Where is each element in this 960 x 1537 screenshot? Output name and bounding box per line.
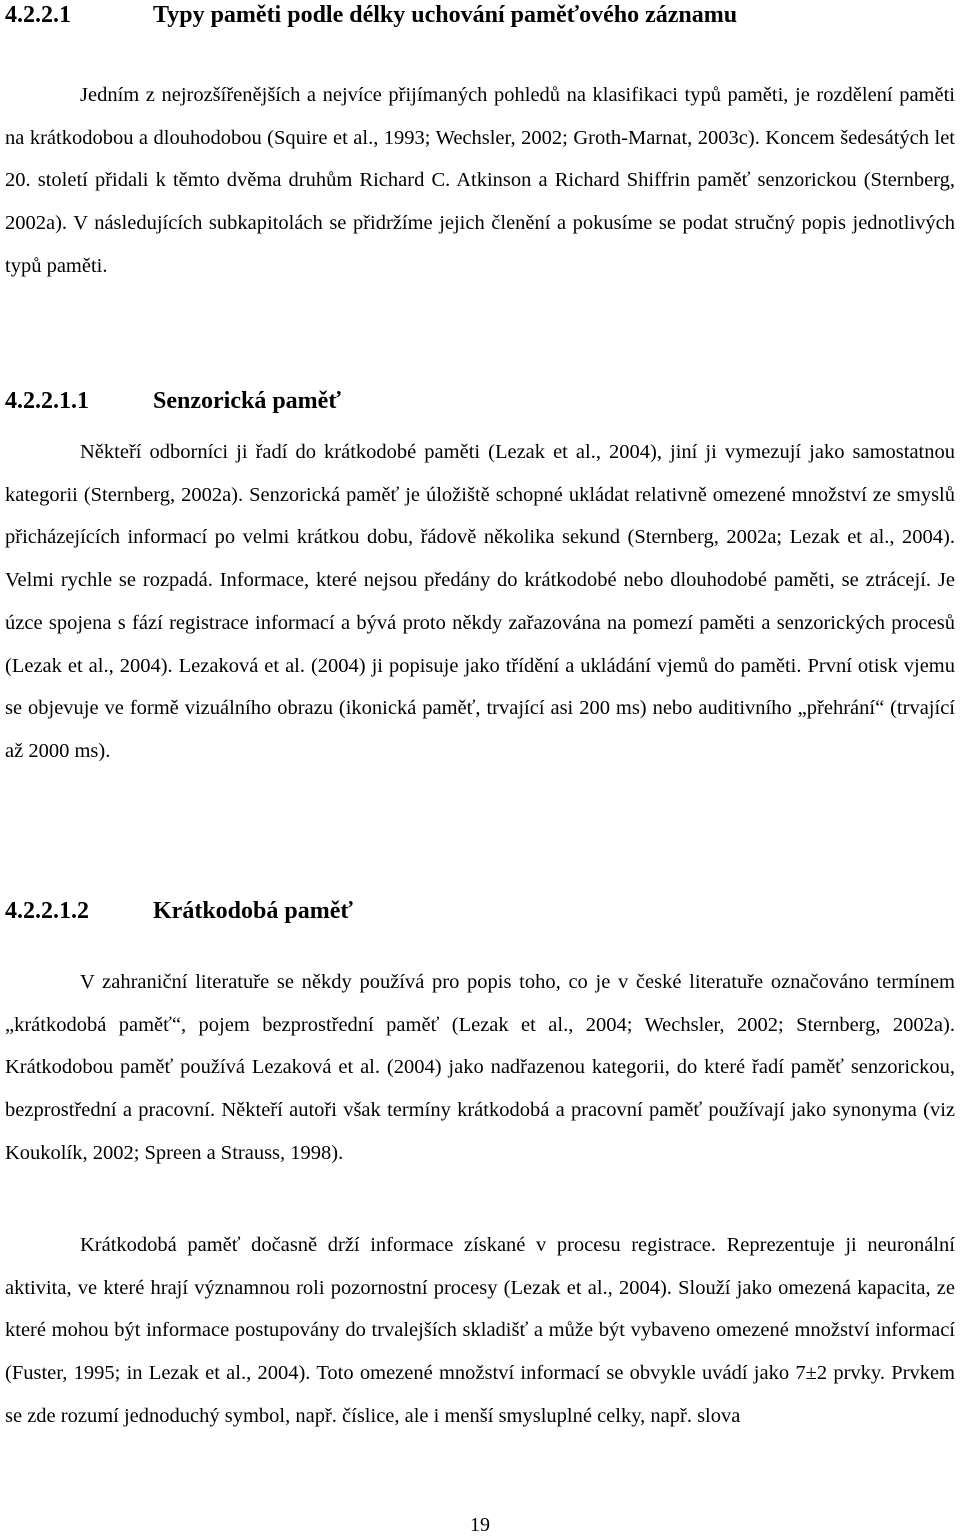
section-number: 4.2.2.1 (5, 2, 71, 28)
paragraph-short-term-2: Krátkodobá paměť dočasně drží informace získané v procesu registrace. Reprezentuje ji neuronální aktivita, ve které hrají významnou roli pozornostní procesy (Lezak et al., 2004). Slouží jako omezená kapacita, ze které mohou být informace postupovány do trvalejších skladišť a může být vybaveno omezené množství informací (Fuster, 1995; in Lezak et al., 2004). Toto omezené množství informací se obvykle uvádí jako 7±2 prvky. Prvkem se zde rozumí jednoduchý symbol, např. číslice, ale i menší smysluplné celky, např. slova (5, 1234, 955, 1427)
page-number: 19 (470, 1514, 490, 1536)
section-title: Typy paměti podle délky uchování paměťového záznamu (153, 2, 738, 28)
section-heading-sensory-memory (5, 386, 341, 416)
paragraph-short-term-1: V zahraniční literatuře se někdy používá pro popis toho, co je v české literatuře označováno termínem „krátkodobá paměť“, pojem bezprostřední paměť (Lezak et al., 2004; Wechsler, 2002; Sternberg, 2002a). Krátkodobou paměť používá Lezaková et al. (2004) jako nadřazenou kategorii, do které řadí paměť senzorickou, bezprostřední a pracovní. Někteří autoři však termíny krátkodobá a pracovní paměť používají jako synonyma (viz Koukolík, 2002; Spreen a Strauss, 1998). (5, 971, 955, 1164)
section-number: 4.2.2.1.1 (5, 388, 89, 414)
paragraph-sensory-memory: Někteří odborníci ji řadí do krátkodobé paměti (Lezak et al., 2004), jiní ji vymezují jako samostatnou kategorii (Sternberg, 2002a). Senzorická paměť je úložiště schopné ukládat relativně omezené množství ze smyslů přicházejících informací po velmi krátkou dobu, řádově několika sekund (Sternberg, 2002a; Lezak et al., 2004). Velmi rychle se rozpadá. Informace, které nejsou předány do krátkodobé nebo dlouhodobé paměti, se ztrácejí. Je úzce spojena s fází registrace informací a bývá proto někdy zařazována na pomezí paměti a senzorických procesů (Lezak et al., 2004). Lezaková et al. (2004) ji popisuje jako třídění a ukládání vjemů do paměti. První otisk vjemu se objevuje ve formě vizuálního obrazu (ikonická paměť, trvající asi 200 ms) nebo auditivního „přehrání“ (trvající až 2000 ms). (5, 441, 955, 762)
section-title: Senzorická paměť (153, 388, 341, 414)
section-title: Krátkodobá paměť (153, 898, 353, 924)
section-heading-memory-types (5, 0, 737, 30)
section-heading-short-term-memory (5, 896, 353, 926)
paragraph-intro: Jedním z nejrozšířenějších a nejvíce přijímaných pohledů na klasifikaci typů paměti, je rozdělení paměti na krátkodobou a dlouhodobou (Squire et al., 1993; Wechsler, 2002; Groth-Marnat, 2003c). Koncem šedesátých let 20. století přidali k těmto dvěma druhům Richard C. Atkinson a Richard Shiffrin paměť senzorickou (Sternberg, 2002a). V následujících subkapitolách se přidržíme jejich členění a pokusíme se podat stručný popis jednotlivých typů paměti. (5, 84, 955, 277)
section-number: 4.2.2.1.2 (5, 898, 89, 924)
